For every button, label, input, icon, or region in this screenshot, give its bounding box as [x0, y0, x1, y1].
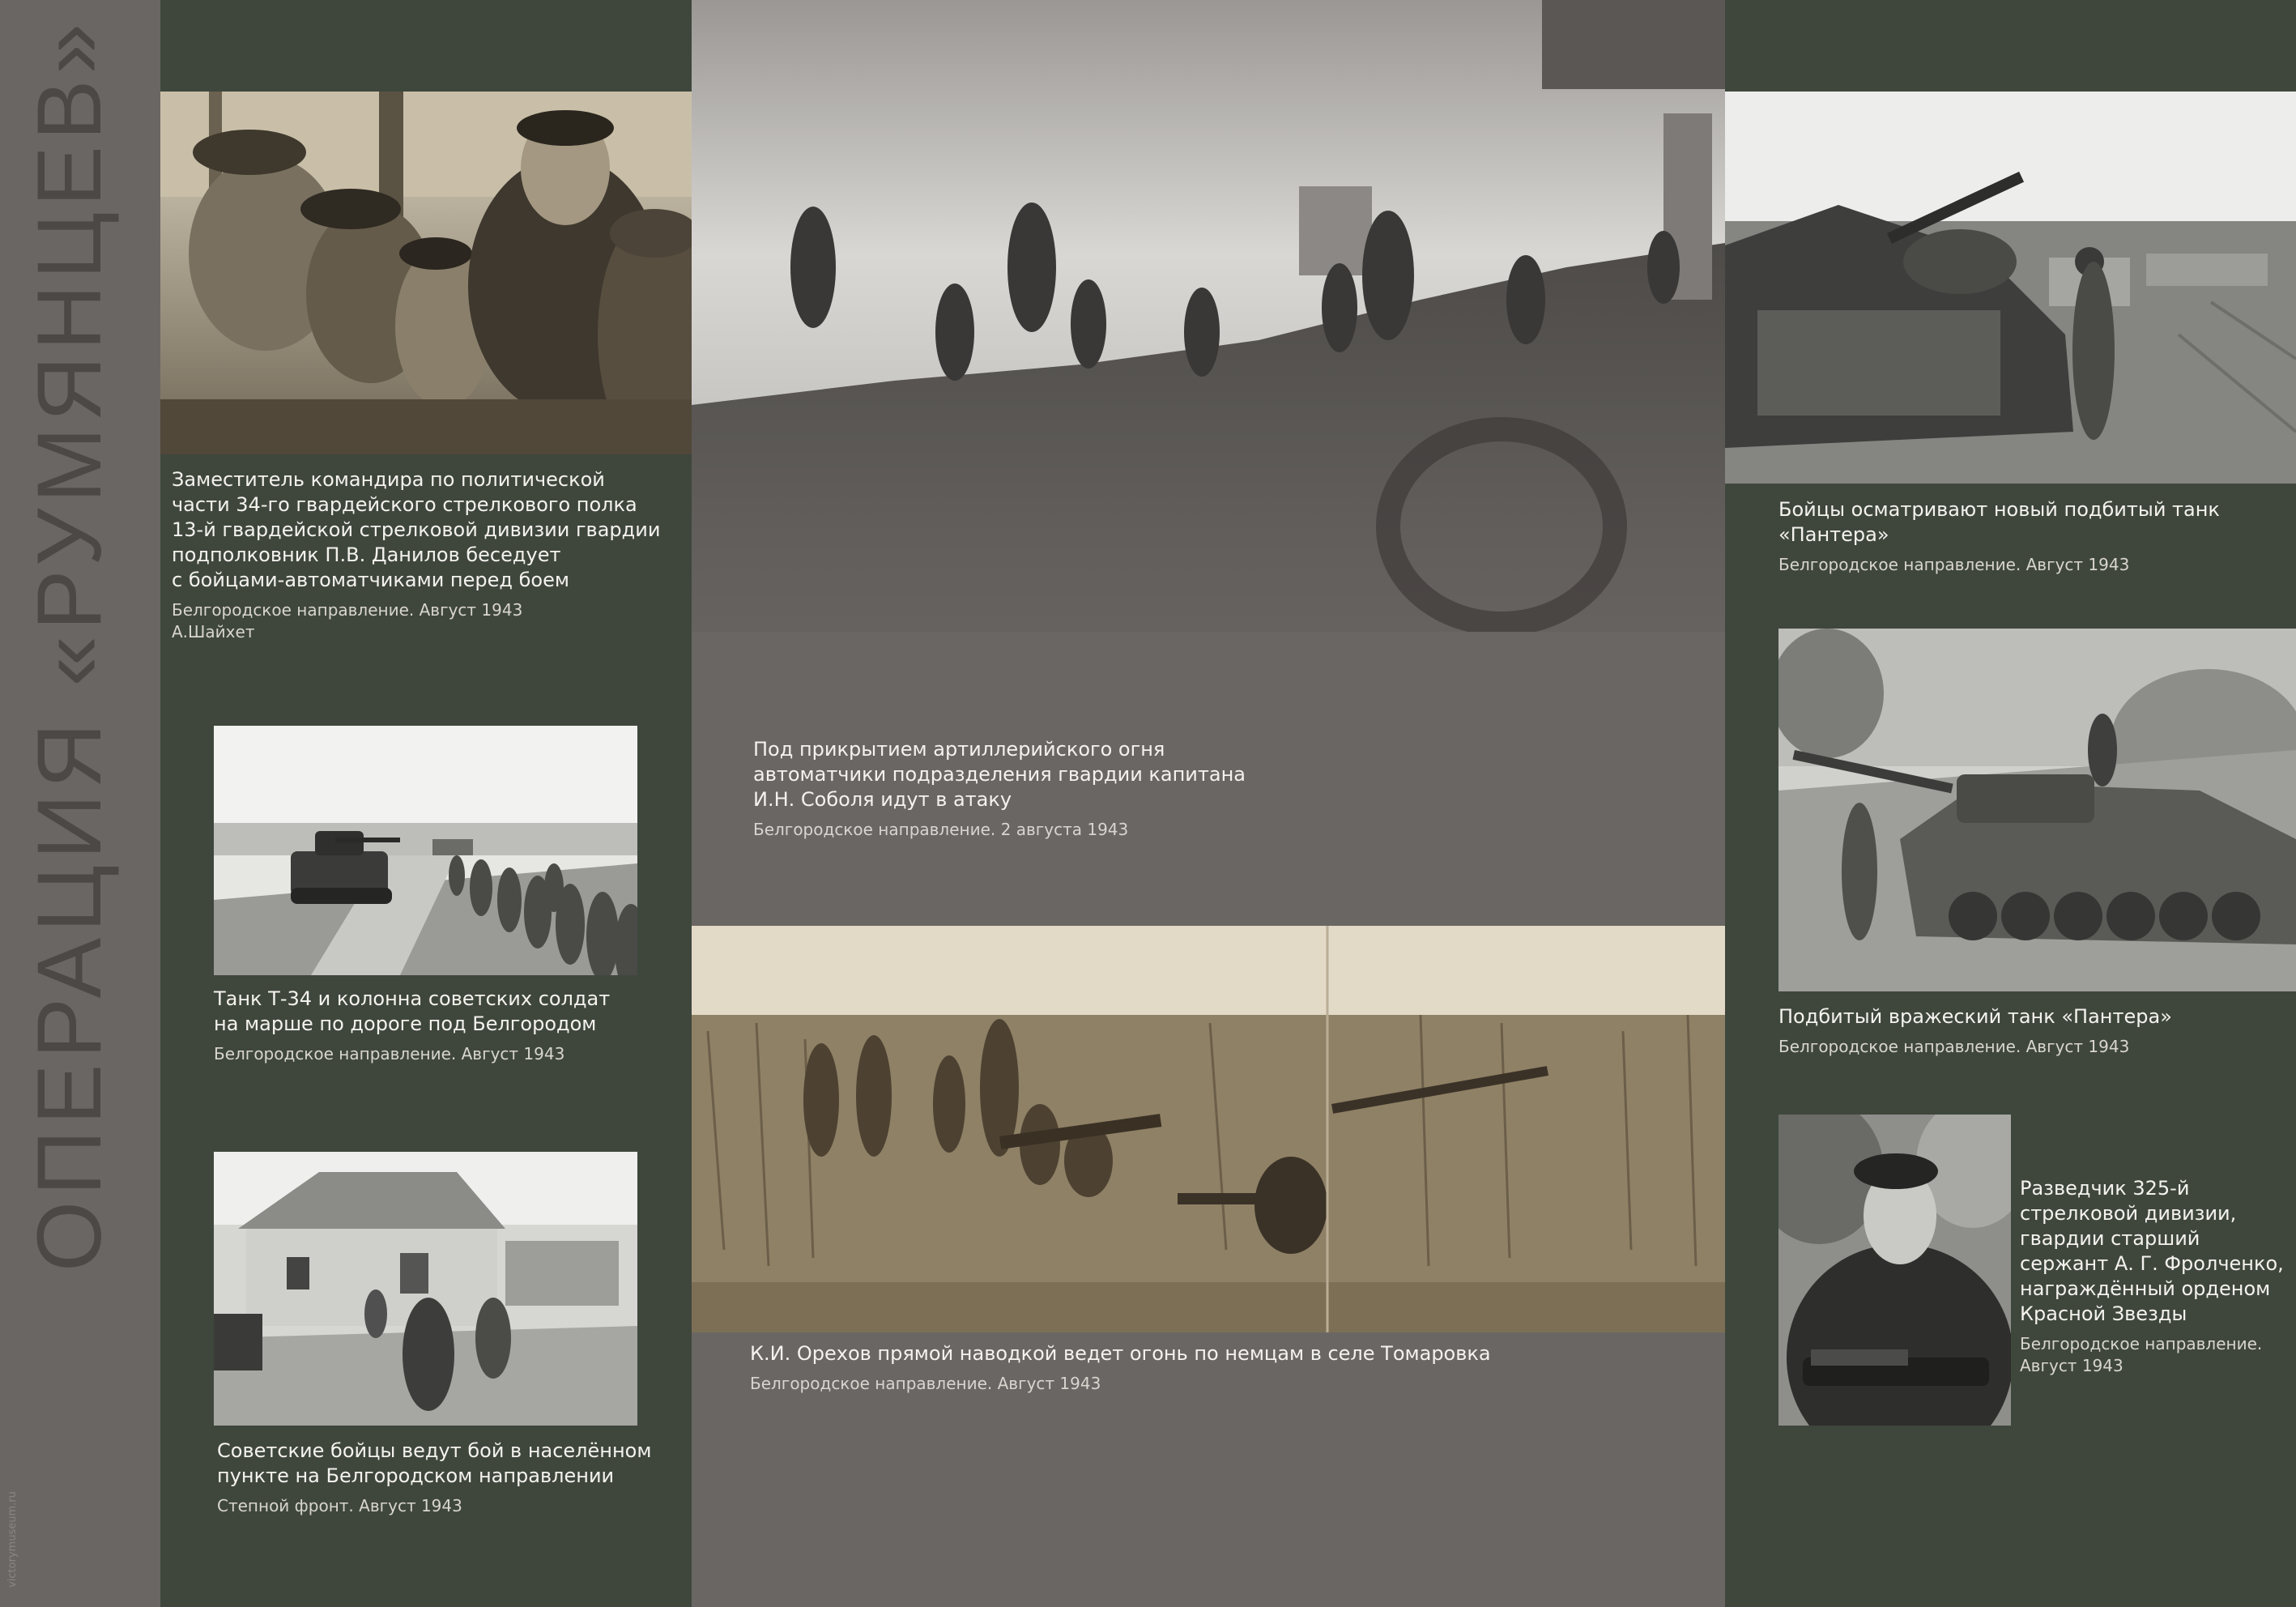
caption-line: автоматчики подразделения гвардии капитана [753, 763, 1246, 786]
caption-line: с бойцами-автоматчиками перед боем [172, 569, 569, 591]
caption-line: Заместитель командира по политической [172, 468, 605, 491]
caption-block-4 [753, 737, 1401, 841]
caption-line: награждённый орденом [2020, 1277, 2271, 1300]
photo-source: Белгородское направление. Август 1943 [1778, 555, 2130, 574]
caption-block-7 [1778, 1004, 2281, 1058]
photo-knocked-out-panther [1778, 629, 2296, 991]
caption-line: Красной Звезды [2020, 1302, 2187, 1325]
caption-block-5 [750, 1341, 1706, 1395]
photo-source: Белгородское направление. Август 1943 [214, 1044, 565, 1064]
photo-author: А.Шайхет [172, 622, 255, 642]
photo-source: Степной фронт. Август 1943 [217, 1496, 462, 1515]
photo-source: Август 1943 [2020, 1356, 2123, 1375]
caption-line: К.И. Орехов прямой наводкой ведет огонь по немцам в селе Томаровка [750, 1342, 1491, 1365]
photo-scout-frolchenko [1778, 1115, 2011, 1426]
photo-inspecting-panther [1725, 92, 2296, 484]
caption-line: Бойцы осматривают новый подбитый танк [1778, 498, 2220, 521]
photo-source: Белгородское направление. Август 1943 [172, 600, 523, 620]
caption-line: пункте на Белгородском направлении [217, 1464, 615, 1487]
caption-line: Подбитый вражеский танк «Пантера» [1778, 1005, 2172, 1028]
caption-line: Советские бойцы ведут бой в населённом [217, 1439, 652, 1462]
caption-line: части 34-го гвардейского стрелкового полка [172, 493, 637, 516]
caption-line: «Пантера» [1778, 523, 1889, 546]
site-watermark: victorymuseum.ru [6, 1491, 19, 1588]
caption-block-1 [172, 467, 674, 643]
caption-line: Разведчик 325-й [2020, 1177, 2190, 1200]
caption-line: И.Н. Соболя идут в атаку [753, 788, 1012, 811]
photo-source: Белгородское направление. Август 1943 [1778, 1037, 2130, 1056]
caption-line: подполковник П.В. Данилов беседует [172, 543, 561, 566]
vertical-title: ОПЕРАЦИЯ «РУМЯНЦЕВ» [19, 18, 120, 1272]
caption-block-6 [1778, 497, 2281, 576]
photo-battle-in-village [214, 1152, 637, 1426]
caption-block-8 [2020, 1176, 2287, 1377]
caption-line: стрелковой дивизии, [2020, 1202, 2237, 1225]
caption-line: Под прикрытием артиллерийского огня [753, 738, 1165, 761]
photo-soldiers-attacking [692, 0, 1725, 729]
photo-source: Белгородское направление. 2 августа 1943 [753, 820, 1129, 839]
photo-t34-column [214, 726, 637, 975]
caption-block-3 [217, 1439, 671, 1517]
caption-line: гвардии старший [2020, 1227, 2200, 1250]
caption-block-2 [214, 987, 667, 1065]
caption-line: на марше по дороге под Белгородом [214, 1012, 597, 1035]
caption-line: сержант А. Г. Фролченко, [2020, 1252, 2284, 1275]
photo-source: Белгородское направление. [2020, 1334, 2263, 1353]
photo-orekhov-artillery [692, 926, 1725, 1332]
photo-source: Белгородское направление. Август 1943 [750, 1374, 1101, 1393]
photo-political-officer-with-soldiers [160, 92, 692, 454]
caption-line: 13-й гвардейской стрелковой дивизии гвардии [172, 518, 661, 541]
caption-line: Танк Т-34 и колонна советских солдат [214, 987, 611, 1010]
